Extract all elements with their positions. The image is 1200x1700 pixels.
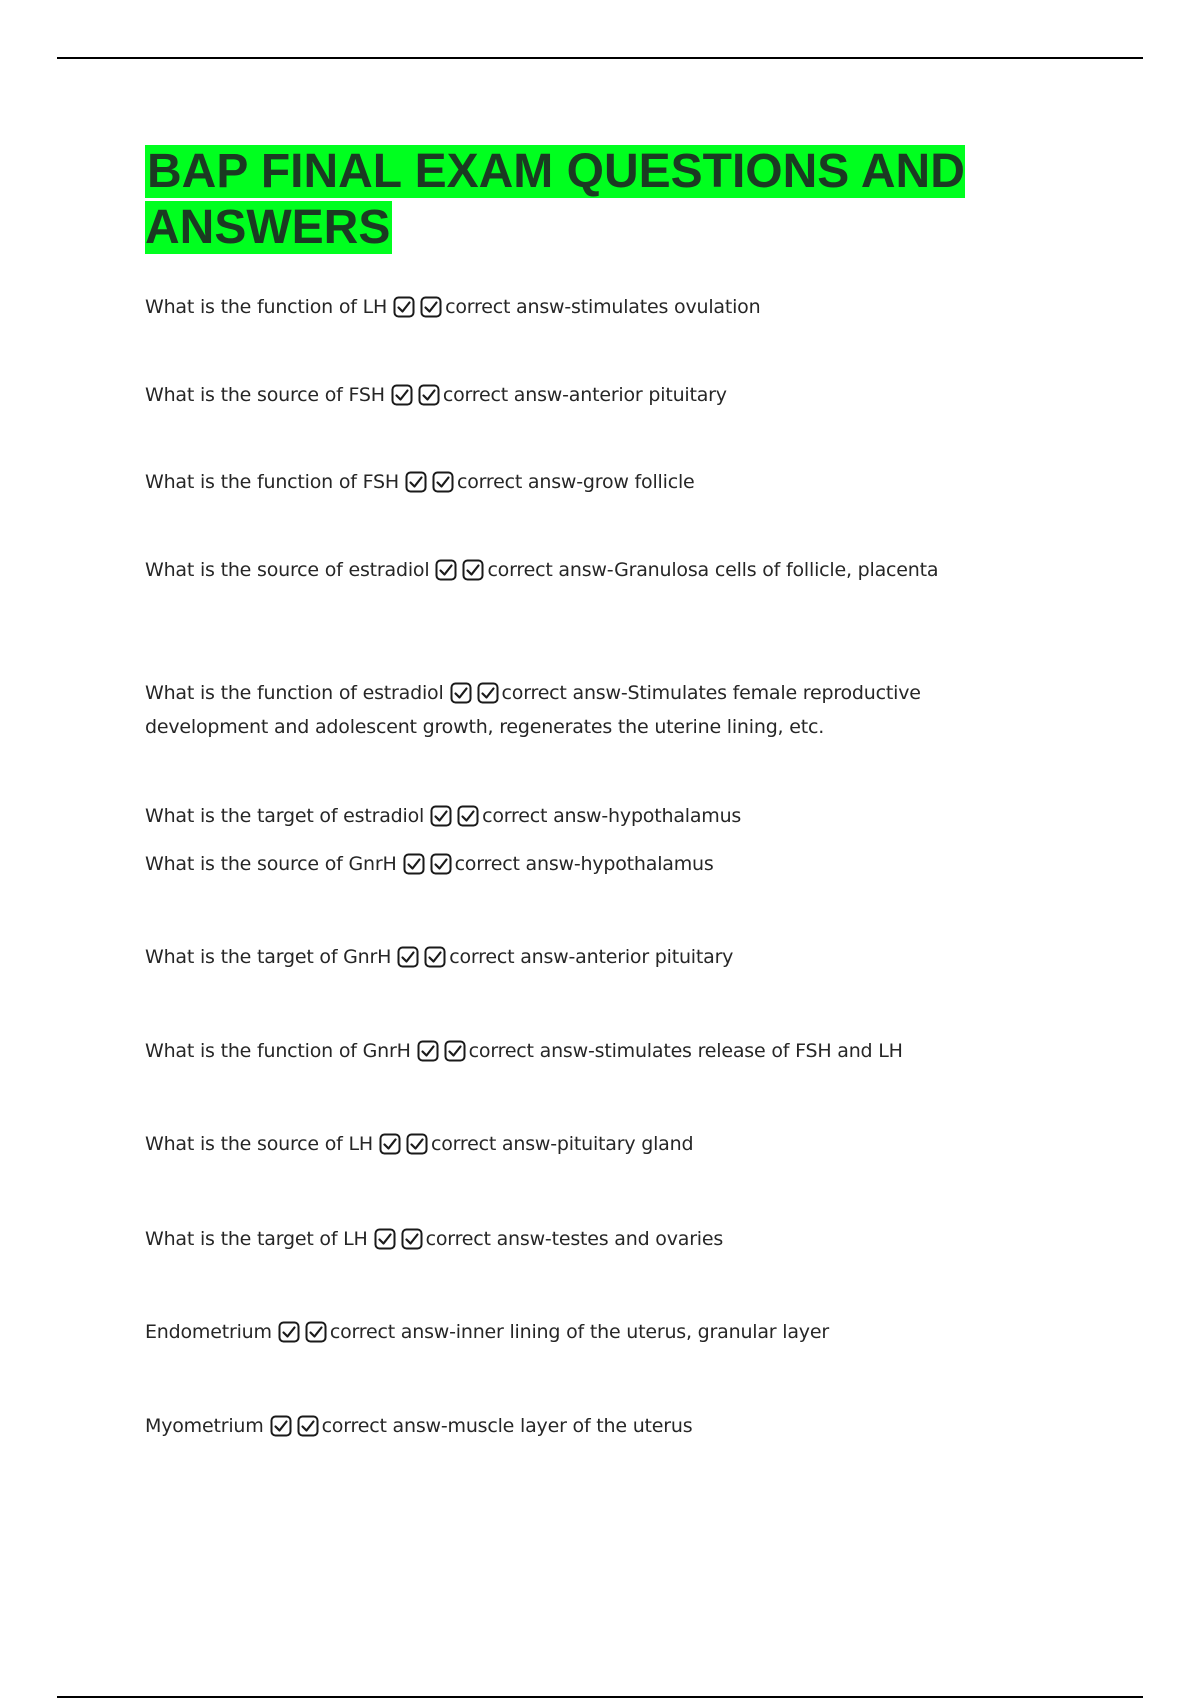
check-pair xyxy=(379,1133,429,1163)
question-text: What is the source of LH xyxy=(145,1133,373,1155)
checkbox-checked-icon xyxy=(420,296,442,318)
answer-text: correct answ-grow follicle xyxy=(456,471,695,493)
answer-text: correct answ-stimulates release of FSH and LH xyxy=(468,1040,903,1062)
check-pair xyxy=(450,682,500,712)
question-text: What is the source of FSH xyxy=(145,384,385,406)
answer-text: correct answ-testes and ovaries xyxy=(425,1228,724,1250)
checkbox-checked-icon xyxy=(418,384,440,406)
checkbox-checked-icon xyxy=(435,559,457,581)
checkbox-checked-icon xyxy=(450,682,472,704)
checkbox-checked-icon xyxy=(432,471,454,493)
check-pair xyxy=(278,1321,328,1351)
checkbox-checked-icon xyxy=(278,1321,300,1343)
answer-text: correct answ-stimulates ovulation xyxy=(445,296,761,318)
check-pair xyxy=(417,1040,467,1070)
qa-item-4 xyxy=(145,555,1045,589)
qa-item-5 xyxy=(145,678,1045,742)
answer-text: correct answ-muscle layer of the uterus xyxy=(321,1415,693,1437)
top-rule xyxy=(57,57,1143,59)
answer-text: correct answ-hypothalamus xyxy=(454,853,714,875)
answer-text: correct answ-inner lining of the uterus, granular layer xyxy=(329,1321,829,1343)
question-text: Endometrium xyxy=(145,1321,272,1343)
checkbox-checked-icon xyxy=(477,682,499,704)
checkbox-checked-icon xyxy=(401,1228,423,1250)
question-text: What is the function of estradiol xyxy=(145,682,444,704)
checkbox-checked-icon xyxy=(462,559,484,581)
checkbox-checked-icon xyxy=(379,1133,401,1155)
check-pair xyxy=(397,946,447,976)
checkbox-checked-icon xyxy=(305,1321,327,1343)
checkbox-checked-icon xyxy=(391,384,413,406)
check-pair xyxy=(270,1415,320,1445)
title-highlight: BAP FINAL EXAM QUESTIONS AND ANSWERS xyxy=(145,145,965,254)
check-pair xyxy=(430,805,480,835)
checkbox-checked-icon xyxy=(444,1040,466,1062)
question-text: What is the function of LH xyxy=(145,296,388,318)
checkbox-checked-icon xyxy=(405,471,427,493)
checkbox-checked-icon xyxy=(457,805,479,827)
answer-text: correct answ-Granulosa cells of follicle, placenta xyxy=(487,559,939,581)
question-text: What is the target of GnrH xyxy=(145,946,392,968)
check-pair xyxy=(435,559,485,589)
checkbox-checked-icon xyxy=(424,946,446,968)
question-text: Myometrium xyxy=(145,1415,264,1437)
answer-text: correct answ-pituitary gland xyxy=(430,1133,694,1155)
qa-item-10 xyxy=(145,1129,1045,1163)
question-text: What is the target of LH xyxy=(145,1228,368,1250)
answer-text: correct answ-anterior pituitary xyxy=(449,946,734,968)
qa-item-1 xyxy=(145,292,1045,326)
qa-item-3 xyxy=(145,467,1045,501)
check-pair xyxy=(403,853,453,883)
qa-item-8 xyxy=(145,942,1045,976)
check-pair xyxy=(391,384,441,414)
qa-item-13 xyxy=(145,1411,1045,1445)
question-text: What is the source of GnrH xyxy=(145,853,397,875)
qa-item-12 xyxy=(145,1317,1045,1351)
checkbox-checked-icon xyxy=(430,805,452,827)
checkbox-checked-icon xyxy=(417,1040,439,1062)
answer-text: correct answ-Stimulates female reproductive development and adolescent growth, regenerates the uterine lining, etc. xyxy=(145,682,921,738)
qa-item-6 xyxy=(145,801,1045,835)
checkbox-checked-icon xyxy=(397,946,419,968)
checkbox-checked-icon xyxy=(297,1415,319,1437)
checkbox-checked-icon xyxy=(406,1133,428,1155)
qa-item-11 xyxy=(145,1224,1045,1258)
question-text: What is the target of estradiol xyxy=(145,805,425,827)
checkbox-checked-icon xyxy=(393,296,415,318)
qa-item-9 xyxy=(145,1036,1045,1070)
answer-text: correct answ-anterior pituitary xyxy=(442,384,727,406)
qa-item-7 xyxy=(145,849,1045,883)
bottom-rule xyxy=(57,1696,1143,1698)
answer-text: correct answ-hypothalamus xyxy=(482,805,742,827)
check-pair xyxy=(405,471,455,501)
question-text: What is the function of GnrH xyxy=(145,1040,411,1062)
check-pair xyxy=(393,296,443,326)
question-text: What is the function of FSH xyxy=(145,471,399,493)
checkbox-checked-icon xyxy=(430,853,452,875)
page-title xyxy=(145,144,1025,256)
checkbox-checked-icon xyxy=(374,1228,396,1250)
question-text: What is the source of estradiol xyxy=(145,559,430,581)
checkbox-checked-icon xyxy=(403,853,425,875)
checkbox-checked-icon xyxy=(270,1415,292,1437)
check-pair xyxy=(374,1228,424,1258)
qa-item-2 xyxy=(145,380,1045,414)
